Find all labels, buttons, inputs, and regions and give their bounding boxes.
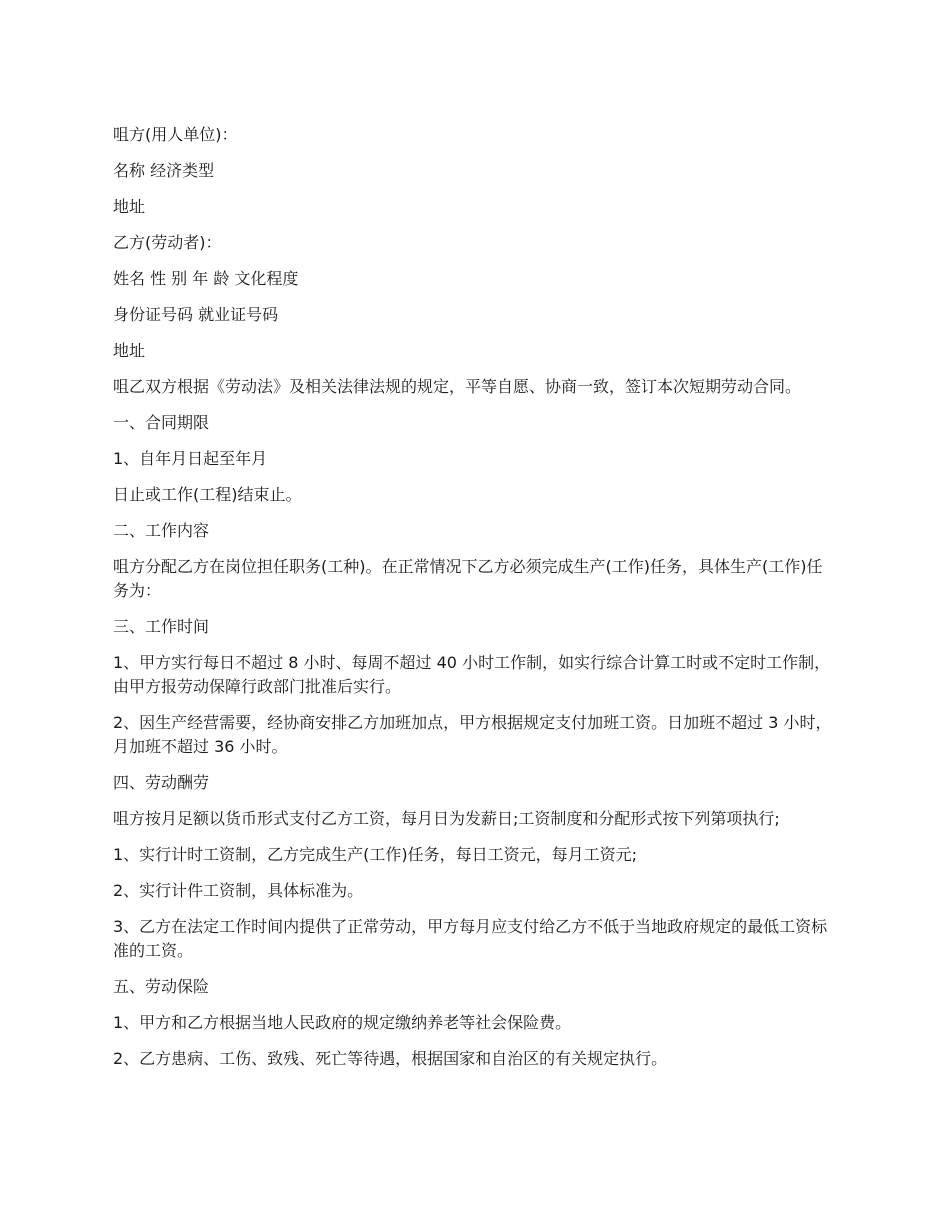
party-b-address: 地址 [113,341,146,360]
preamble: 咀乙双方根据《劳动法》及相关法律法规的规定，平等自愿、协商一致，签订本次短期劳动合同。 [113,377,802,396]
party-b-id-numbers: 身份证号码 就业证号码 [113,305,279,324]
section-3-item-1: 1、甲方实行每日不超过 8 小时、每周不超过 40 小时工作制，如实行综合计算工时或不定时工作制，由甲方报劳动保障行政部门批准后实行。 [113,653,831,696]
section-1-item-1: 1、自年月日起至年月 [113,449,268,468]
section-4-item-3: 3、乙方在法定工作时间内提供了正常劳动，甲方每月应支付给乙方不低于当地政府规定的最低工资标准的工资。 [113,917,828,960]
party-a-address: 地址 [113,197,146,216]
party-b-personal-info: 姓名 性 别 年 龄 文化程度 [113,269,299,288]
section-4-heading: 四、劳动酬劳 [113,773,210,792]
section-1-item-1-cont: 日止或工作(工程)结束止。 [113,485,302,504]
section-4-body: 咀方按月足额以货币形式支付乙方工资，每月日为发薪日;工资制度和分配形式按下列第项执行; [113,809,780,828]
party-a-heading: 咀方(用人单位)： [113,125,238,144]
party-b-heading: 乙方(劳动者)： [113,233,222,252]
section-3-item-2: 2、因生产经营需要，经协商安排乙方加班加点，甲方根据规定支付加班工资。日加班不超过 3 小时，月加班不超过 36 小时。 [113,713,832,756]
section-5-item-2: 2、乙方患病、工伤、致残、死亡等待遇，根据国家和自治区的有关规定执行。 [113,1049,668,1068]
section-2-body: 咀方分配乙方在岗位担任职务(工种)。在正常情况下乙方必须完成生产(工作)任务，具体生产(工作)任务为： [113,557,823,600]
section-4-item-2: 2、实行计件工资制，具体标准为。 [113,881,364,900]
section-2-heading: 二、工作内容 [113,521,210,540]
section-4-item-1: 1、实行计时工资制，乙方完成生产(工作)任务，每日工资元，每月工资元; [113,845,638,864]
party-a-name-type: 名称 经济类型 [113,161,215,180]
section-5-heading: 五、劳动保险 [113,977,210,996]
section-3-heading: 三、工作时间 [113,617,210,636]
section-5-item-1: 1、甲方和乙方根据当地人民政府的规定缴纳养老等社会保险费。 [113,1013,572,1032]
section-1-heading: 一、合同期限 [113,413,210,432]
